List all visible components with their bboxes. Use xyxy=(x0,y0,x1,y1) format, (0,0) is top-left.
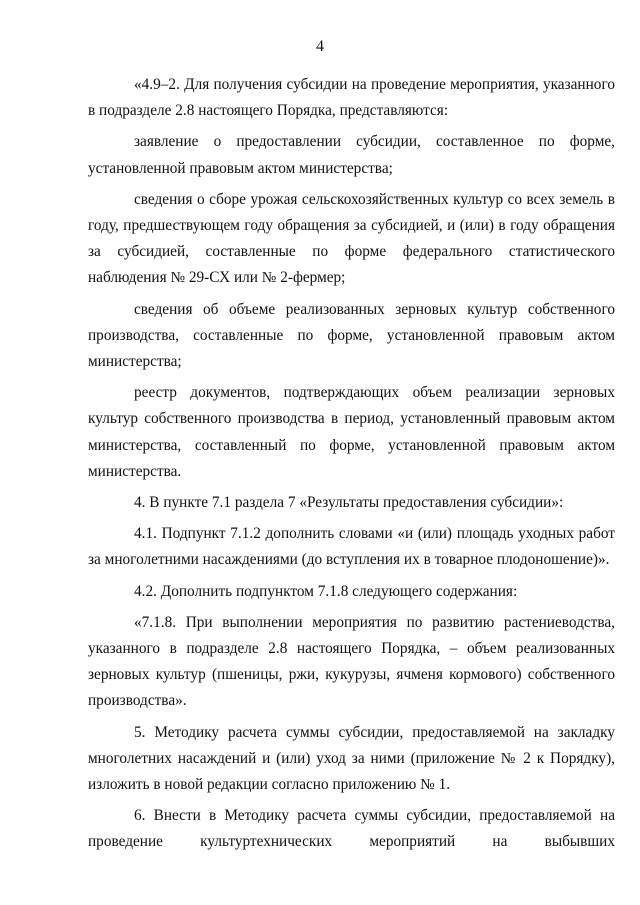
paragraph-harvest-info: сведения о сборе урожая сельскохозяйственных культур со всех земель в году, предшествующем году обращения за субсидией, и (или) в году обращения за субсидией, составленные по форме федерального статистического наблюдения № 29-СХ или № 2-фермер; xyxy=(88,190,615,287)
paragraph-4-9-2-intro: «4.9–2. Для получения субсидии на проведение мероприятия, указанного в подразделе 2.8 настоящего Порядка, представляются: xyxy=(88,76,615,120)
paragraph-document-registry: реестр документов, подтверждающих объем реализации зерновых культур собственного производства в период, установленный правовым актом министерства, составленный по форме, установленной правовым актом министерства. xyxy=(88,384,615,480)
paragraph-item-6: 6. Внести в Методику расчета суммы субсидии, предоставляемой на xyxy=(134,807,615,825)
paragraph-grain-sales-info: сведения об объеме реализованных зерновых культур собственного производства, составленные по форме, установленной правовым актом министерства; xyxy=(88,300,615,371)
paragraph-item-4-1: 4.1. Подпункт 7.1.2 дополнить словами «и (или) площадь уходных работ за многолетними насаждениями (до вступления их в товарное плодоношение)». xyxy=(88,525,615,569)
paragraph-application: заявление о предоставлении субсидии, составленное по форме, установленной правовым актом министерства; xyxy=(88,133,615,177)
paragraph-item-4-2: 4.2. Дополнить подпунктом 7.1.8 следующего содержания: xyxy=(134,582,518,600)
document-body xyxy=(88,72,615,856)
paragraph-item-6-continuation: проведение культуртехнических мероприятий на выбывших xyxy=(88,833,615,851)
paragraph-item-5: 5. Методику расчета суммы субсидии, предоставляемой на закладку многолетних насаждений и (или) уход за ними (приложение № 2 к Порядку), изложить в новой редакции согласно приложению № 1. xyxy=(88,723,615,794)
page-number: 4 xyxy=(316,38,324,55)
paragraph-7-1-8: «7.1.8. При выполнении мероприятия по развитию растениеводства, указанного в подразделе 2.8 настоящего Порядка, – объем реализованных зерновых культур (пшеницы, ржи, кукурузы, ячменя кормового) собственного производства». xyxy=(88,613,615,710)
paragraph-item-4: 4. В пункте 7.1 раздела 7 «Результаты предоставления субсидии»: xyxy=(134,494,564,512)
